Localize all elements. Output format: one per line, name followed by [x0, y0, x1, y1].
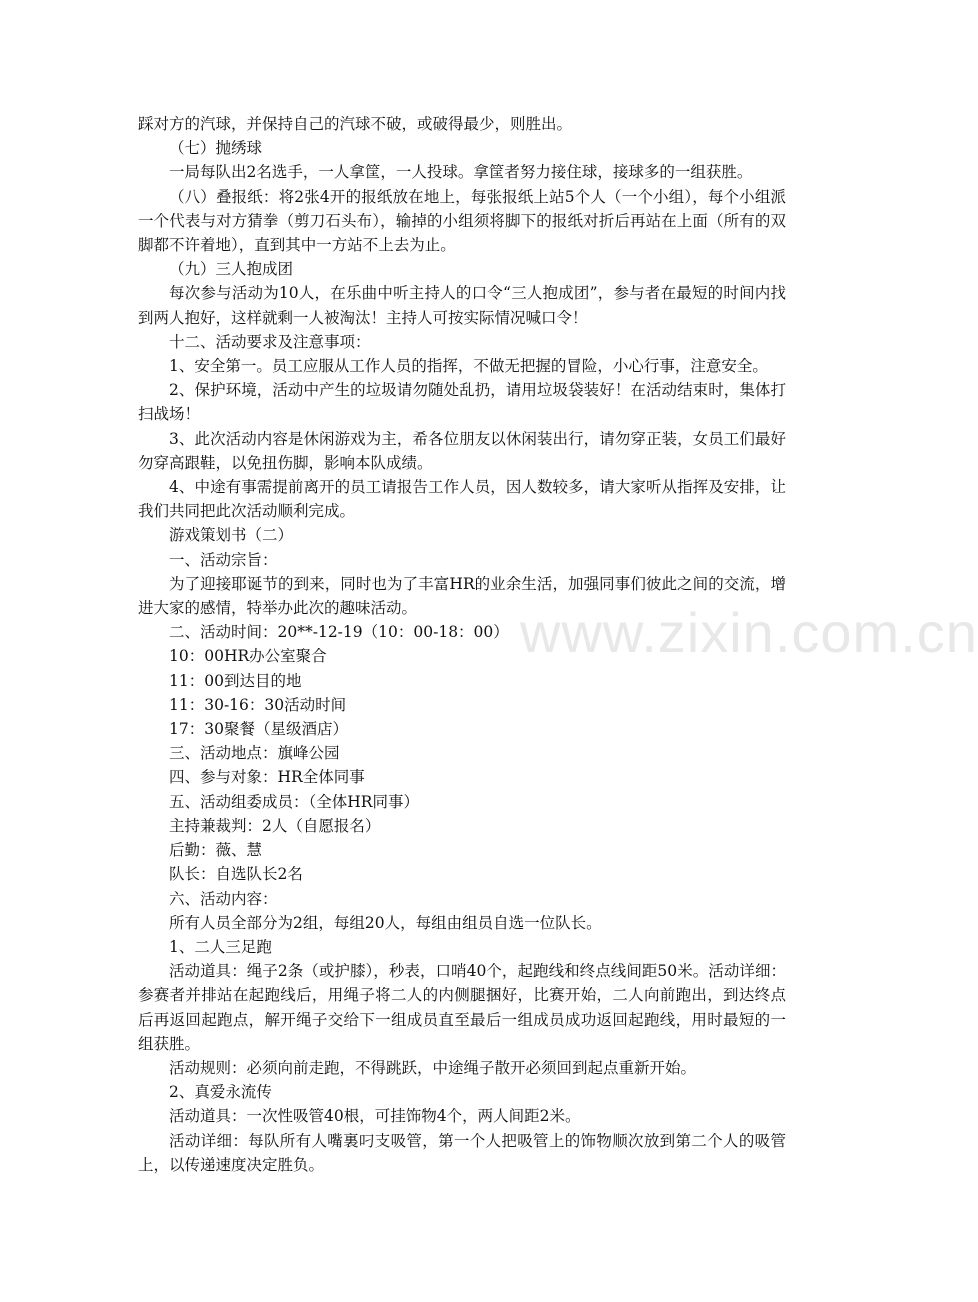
- paragraph: 17：30聚餐（星级酒店）: [169, 720, 348, 739]
- paragraph: 1、安全第一。员工应服从工作人员的指挥，不做无把握的冒险，小心行事，注意安全。: [169, 357, 768, 376]
- paragraph: 活动道具：一次性吸管40根，可挂饰物4个，两人间距2米。: [169, 1107, 581, 1126]
- paragraph: 三、活动地点：旗峰公园: [169, 744, 340, 763]
- paragraph: 主持兼裁判：2人（自愿报名）: [169, 816, 381, 835]
- document-body: [138, 112, 786, 1177]
- paragraph: 一、活动宗旨：: [169, 550, 278, 569]
- paragraph: 2、真爱永流传: [169, 1083, 272, 1102]
- paragraph: 踩对方的汽球，并保持自己的汽球不破，或破得最少，则胜出。: [138, 115, 573, 133]
- paragraph: 游戏策划书（二）: [169, 526, 294, 545]
- paragraph: 一局每队出2名选手，一人拿筐，一人投球。拿筐者努力接住球，接球多的一组获胜。: [169, 163, 753, 182]
- paragraph: 11：30-16：30活动时间: [169, 695, 347, 714]
- paragraph: 二、活动时间：20**-12-19（10：00-18：00）: [169, 623, 509, 642]
- paragraph: 3、此次活动内容是休闲游戏为主，希各位朋友以休闲装出行，请勿穿正装，女员工们最好勿穿高跟鞋，以免扭伤脚，影响本队成绩。: [138, 429, 786, 472]
- paragraph: （七）抛绣球: [169, 139, 263, 158]
- paragraph: 1、二人三足跑: [169, 937, 272, 956]
- paragraph: 五、活动组委成员：（全体HR同事）: [169, 792, 419, 811]
- paragraph: 活动道具：绳子2条（或护膝），秒表，口哨40个，起跑线和终点线间距50米。活动详细：参赛者并排站在起跑线后，用绳子将二人的内侧腿捆好，比赛开始，二人向前跑出，到达终点后再返回起跑点，解开绳子交给下一组成员直至最后一组成员成功返回起跑线，用时最短的一组获胜。: [138, 962, 786, 1053]
- paragraph: 六、活动内容：: [169, 889, 278, 908]
- paragraph: 活动规则：必须向前走跑，不得跳跃，中途绳子散开必须回到起点重新开始。: [169, 1058, 697, 1077]
- paragraph: （九）三人抱成团: [169, 260, 294, 279]
- paragraph: 每次参与活动为10人，在乐曲中听主持人的口令“三人抱成团”，参与者在最短的时间内找到两人抱好，这样就剩一人被淘汰！主持人可按实际情况喊口令！: [138, 284, 786, 327]
- paragraph: 4、中途有事需提前离开的员工请报告工作人员，因人数较多，请大家听从指挥及安排，让我们共同把此次活动顺利完成。: [138, 478, 786, 521]
- paragraph: （八）叠报纸：将2张4开的报纸放在地上，每张报纸上站5个人（一个小组），每个小组派一个代表与对方猜拳（剪刀石头布），输掉的小组须将脚下的报纸对折后再站在上面（所有的双脚都不许着地），直到其中一方站不上去为止。: [138, 187, 786, 255]
- paragraph: 后勤：薇、慧: [169, 841, 263, 860]
- paragraph: 2、保护环境，活动中产生的垃圾请勿随处乱扔，请用垃圾袋装好！在活动结束时，集体打扫战场！: [138, 381, 786, 424]
- paragraph: 为了迎接耶诞节的到来，同时也为了丰富HR的业余生活，加强同事们彼此之间的交流，增进大家的感情，特举办此次的趣味活动。: [138, 574, 786, 618]
- paragraph: 10：00HR办公室聚合: [169, 647, 327, 666]
- paragraph: 十二、活动要求及注意事项：: [169, 332, 371, 351]
- paragraph: 11：00到达目的地: [169, 671, 302, 690]
- paragraph: 活动详细：每队所有人嘴裏叼支吸管，第一个人把吸管上的饰物顺次放到第二个人的吸管上，以传递速度决定胜负。: [138, 1131, 786, 1174]
- watermark: www.zixin.com.cn: [520, 601, 978, 664]
- paragraph: 四、参与对象：HR全体同事: [169, 768, 365, 787]
- paragraph: 队长：自选队长2名: [169, 865, 303, 884]
- paragraph: 所有人员全部分为2组，每组20人，每组由组员自选一位队长。: [169, 913, 602, 932]
